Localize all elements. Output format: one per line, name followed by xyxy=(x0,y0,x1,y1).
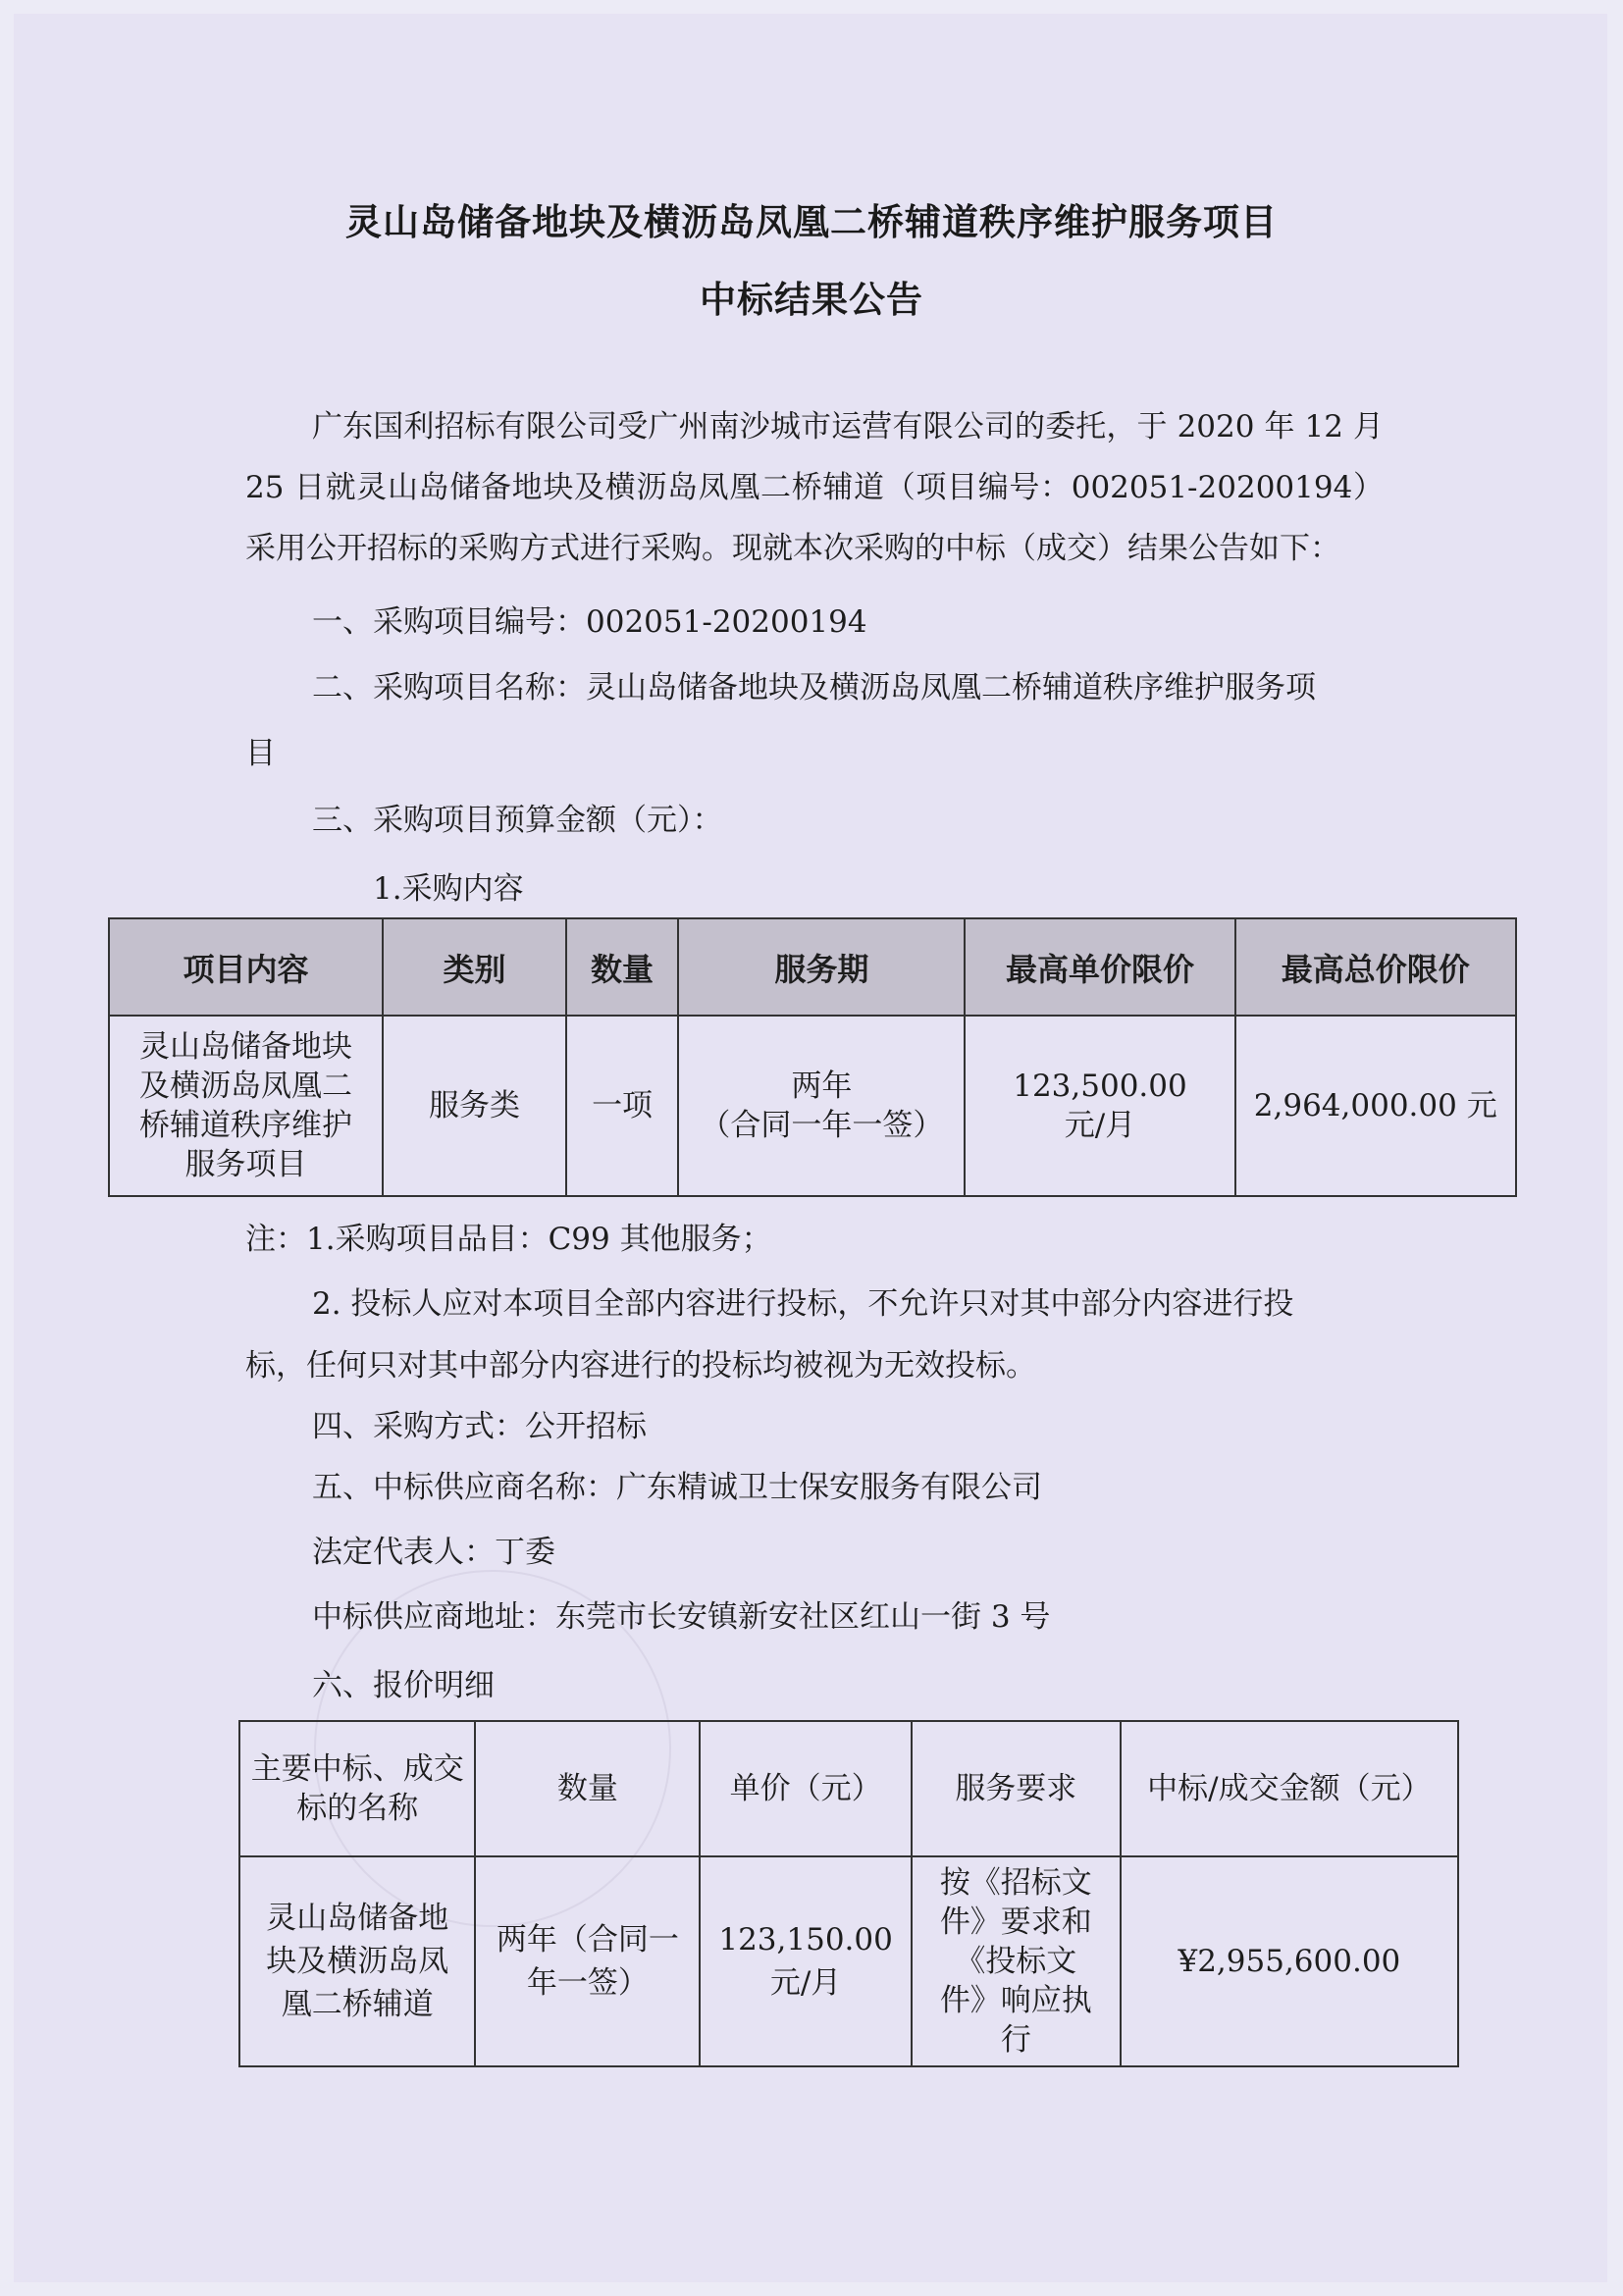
cell-quantity: 两年（合同一年一签） xyxy=(475,1856,700,2066)
col-header-name: 主要中标、成交标的名称 xyxy=(239,1721,475,1856)
section-2-line1: 二、采购项目名称：灵山岛储备地块及横沥岛凤凰二桥辅道秩序维护服务项 xyxy=(312,670,1316,705)
col-header-period: 服务期 xyxy=(678,918,965,1016)
col-header-quantity: 数量 xyxy=(475,1721,700,1856)
section-3: 三、采购项目预算金额（元）： xyxy=(312,803,723,838)
cell-unit-price: 123,150.00 元/月 xyxy=(700,1856,912,2066)
col-header-total-price: 最高总价限价 xyxy=(1235,918,1516,1016)
cell-content: 灵山岛储备地块及横沥岛凤凰二桥辅道秩序维护服务项目 xyxy=(109,1016,383,1196)
section-4: 四、采购方式：公开招标 xyxy=(312,1409,647,1444)
col-header-amount: 中标/成交金额（元） xyxy=(1121,1721,1458,1856)
cell-total-price: 2,964,000.00 元 xyxy=(1235,1016,1516,1196)
cell-unit-price: 123,500.00 元/月 xyxy=(965,1016,1234,1196)
col-header-quantity: 数量 xyxy=(566,918,678,1016)
section-6: 六、报价明细 xyxy=(312,1668,495,1703)
cell-period xyxy=(678,1016,965,1196)
section-5: 五、中标供应商名称：广东精诚卫士保安服务有限公司 xyxy=(312,1470,1042,1505)
section-3-sub: 1.采购内容 xyxy=(373,871,524,907)
period-line1: 两年 xyxy=(791,1069,853,1104)
section-1: 一、采购项目编号：002051-20200194 xyxy=(312,604,867,640)
quote-detail-table xyxy=(238,1720,1459,2067)
col-header-content: 项目内容 xyxy=(109,918,383,1016)
note-2-line2: 标，任何只对其中部分内容进行的投标均被视为无效投标。 xyxy=(245,1348,1036,1383)
intro-text: 广东国利招标有限公司受广州南沙城市运营有限公司的委托，于 2020 年 12 月 25 日就灵山岛储备地块及横沥岛凤凰二桥辅道（项目编号：002051-20200194）采用公开招标的采购方式进行采购。现就本次采购的中标（成交）结果公告如下： xyxy=(245,409,1384,566)
col-header-unit-price: 最高单价限价 xyxy=(965,918,1234,1016)
table-row xyxy=(239,1856,1458,2066)
note-1: 注：1.采购项目品目：C99 其他服务； xyxy=(245,1222,772,1257)
cell-category: 服务类 xyxy=(383,1016,566,1196)
section-2-line2: 目 xyxy=(245,736,276,771)
table-row xyxy=(109,1016,1516,1196)
col-header-requirement: 服务要求 xyxy=(912,1721,1121,1856)
legal-representative: 法定代表人：丁委 xyxy=(312,1535,555,1570)
cell-amount: ¥2,955,600.00 xyxy=(1121,1856,1458,2066)
intro-paragraph xyxy=(245,396,1384,579)
period-line2: （合同一年一签） xyxy=(700,1108,944,1143)
cell-quantity: 一项 xyxy=(566,1016,678,1196)
table-header-row xyxy=(109,918,1516,1016)
cell-requirement: 按《招标文件》要求和《投标文件》响应执行 xyxy=(912,1856,1121,2066)
col-header-category: 类别 xyxy=(383,918,566,1016)
doc-title-line2: 中标结果公告 xyxy=(700,279,923,321)
doc-title-line1: 灵山岛储备地块及横沥岛凤凰二桥辅道秩序维护服务项目 xyxy=(345,201,1278,243)
supplier-address: 中标供应商地址：东莞市长安镇新安社区红山一街 3 号 xyxy=(312,1599,1051,1635)
col-header-unit-price: 单价（元） xyxy=(700,1721,912,1856)
procurement-content-table xyxy=(108,917,1517,1197)
note-2-line1: 2. 投标人应对本项目全部内容进行投标，不允许只对其中部分内容进行投 xyxy=(312,1286,1294,1322)
cell-name: 灵山岛储备地块及横沥岛凤凰二桥辅道 xyxy=(239,1856,475,2066)
table-header-row xyxy=(239,1721,1458,1856)
